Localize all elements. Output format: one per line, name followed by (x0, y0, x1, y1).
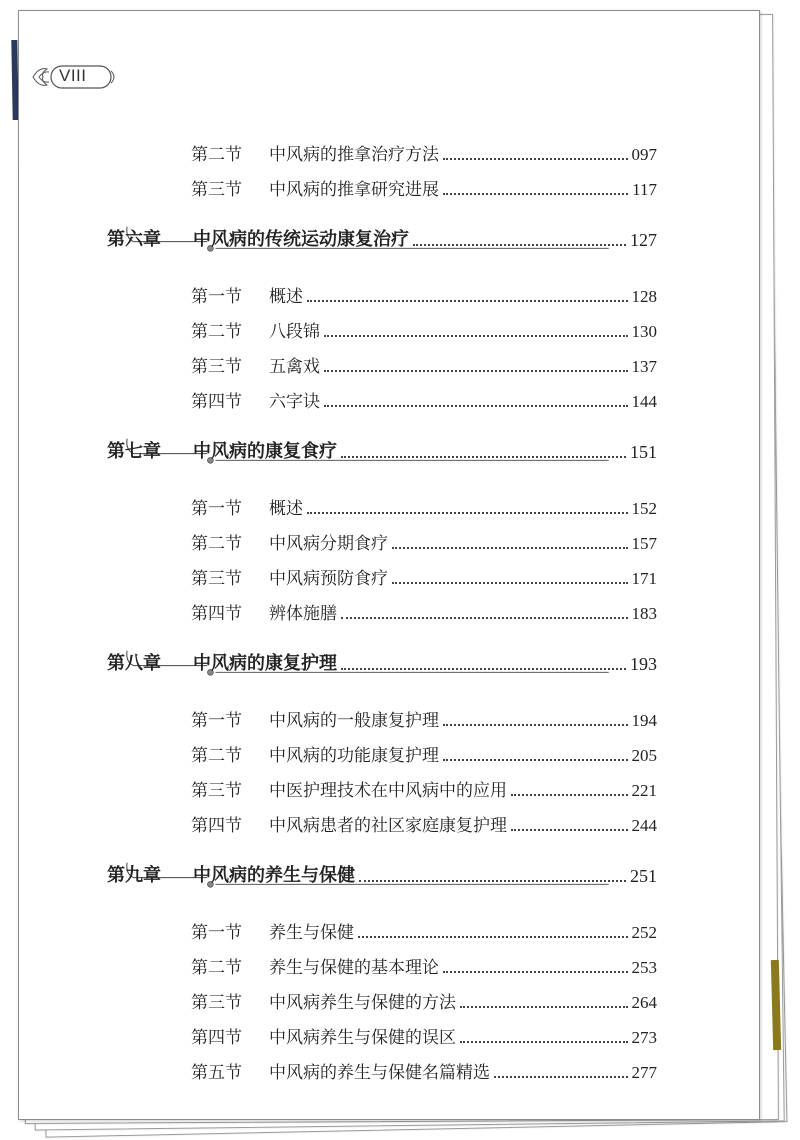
dot-leader (511, 828, 628, 831)
dot-leader (307, 511, 628, 514)
section-title: 中风病分期食疗 (269, 534, 388, 554)
section-title: 中风病患者的社区家庭康复护理 (269, 816, 507, 836)
section-number: 第二节 (191, 746, 242, 766)
section-number: 第三节 (191, 180, 242, 200)
toc-section-entry[interactable] (191, 386, 657, 412)
dot-leader (341, 616, 628, 619)
page-ref: 097 (631, 145, 657, 164)
dot-leader (511, 793, 628, 796)
section-title: 中风病的养生与保健名篇精选 (269, 1063, 490, 1083)
section-title: 六字诀 (269, 392, 320, 412)
section-number: 第二节 (191, 958, 242, 978)
page-ref: 277 (631, 1063, 657, 1082)
page-number-badge (29, 63, 119, 91)
dot-leader (341, 455, 626, 458)
section-title: 中风病的一般康复护理 (269, 711, 439, 731)
page-ref: 253 (631, 958, 657, 977)
page-ref: 273 (631, 1028, 657, 1047)
dot-leader (443, 723, 628, 726)
section-title: 概述 (269, 287, 303, 307)
dot-leader (324, 404, 628, 407)
section-title: 中风病的推拿研究进展 (269, 180, 439, 200)
page-ref: 183 (631, 604, 657, 623)
page-ref: 171 (631, 569, 657, 588)
toc-chapter-entry[interactable] (107, 223, 657, 251)
dot-leader (307, 299, 628, 302)
section-number: 第三节 (191, 993, 242, 1013)
dot-leader (392, 546, 628, 549)
dot-leader (443, 157, 628, 160)
section-number: 第四节 (191, 816, 242, 836)
dot-leader (494, 1075, 628, 1078)
page-ref: 221 (631, 781, 657, 800)
section-title: 中风病养生与保健的方法 (269, 993, 456, 1013)
page-ref: 252 (631, 923, 657, 942)
section-title: 概述 (269, 499, 303, 519)
dot-leader (443, 970, 628, 973)
section-title: 辨体施膳 (269, 604, 337, 624)
toc-chapter-entry[interactable] (107, 647, 657, 675)
page-ref: 127 (630, 230, 657, 250)
section-number: 第二节 (191, 145, 242, 165)
toc-section-entry[interactable] (191, 740, 657, 766)
section-number: 第五节 (191, 1063, 242, 1083)
dot-leader (358, 935, 628, 938)
page-ref: 264 (631, 993, 657, 1012)
section-number: 第一节 (191, 711, 242, 731)
section-title: 八段锦 (269, 322, 320, 342)
toc-section-entry[interactable] (191, 775, 657, 801)
chapter-title: 中风病的传统运动康复治疗 (193, 229, 409, 250)
page-ref: 157 (631, 534, 657, 553)
section-number: 第二节 (191, 322, 242, 342)
toc-page (18, 10, 760, 1120)
page-ref: 117 (632, 180, 657, 199)
toc-section-entry[interactable] (191, 705, 657, 731)
toc-section-entry[interactable] (191, 563, 657, 589)
section-title: 养生与保健的基本理论 (269, 958, 439, 978)
dot-leader (460, 1040, 628, 1043)
toc-section-entry[interactable] (191, 281, 657, 307)
page-ref: 137 (631, 357, 657, 376)
dot-leader (392, 581, 628, 584)
section-number: 第一节 (191, 287, 242, 307)
dot-leader (460, 1005, 628, 1008)
page-ref: 128 (631, 287, 657, 306)
toc-section-entry[interactable] (191, 174, 657, 200)
toc-section-entry[interactable] (191, 810, 657, 836)
section-number: 第四节 (191, 1028, 242, 1048)
section-number: 第三节 (191, 357, 242, 377)
toc-chapter-entry[interactable] (107, 435, 657, 463)
toc-section-entry[interactable] (191, 952, 657, 978)
section-title: 养生与保健 (269, 923, 354, 943)
section-title: 中风病养生与保健的误区 (269, 1028, 456, 1048)
section-number: 第三节 (191, 781, 242, 801)
section-number: 第二节 (191, 534, 242, 554)
dot-leader (359, 879, 626, 882)
section-title: 中风病的功能康复护理 (269, 746, 439, 766)
section-number: 第一节 (191, 499, 242, 519)
page-ref: 152 (631, 499, 657, 518)
toc-section-entry[interactable] (191, 351, 657, 377)
section-title: 中医护理技术在中风病中的应用 (269, 781, 507, 801)
dot-leader (341, 667, 626, 670)
section-number: 第四节 (191, 604, 242, 624)
toc-section-entry[interactable] (191, 528, 657, 554)
dot-leader (324, 334, 628, 337)
page-ref: 130 (631, 322, 657, 341)
page-ref: 194 (631, 711, 657, 730)
toc-section-entry[interactable] (191, 493, 657, 519)
toc-section-entry[interactable] (191, 316, 657, 342)
section-title: 中风病的推拿治疗方法 (269, 145, 439, 165)
chapter-number: 第八章 (107, 653, 161, 674)
page-ref: 205 (631, 746, 657, 765)
dot-leader (324, 369, 628, 372)
toc-chapter-entry[interactable] (107, 859, 657, 887)
toc-section-entry[interactable] (191, 987, 657, 1013)
chapter-number: 第七章 (107, 441, 161, 462)
toc-section-entry[interactable] (191, 917, 657, 943)
page-ref: 151 (630, 442, 657, 462)
toc-section-entry[interactable] (191, 139, 657, 165)
toc-section-entry[interactable] (191, 1022, 657, 1048)
chapter-number: 第六章 (107, 229, 161, 250)
dot-leader (443, 758, 628, 761)
page-ref: 144 (631, 392, 657, 411)
chapter-number: 第九章 (107, 865, 161, 886)
section-number: 第四节 (191, 392, 242, 412)
page-ref: 251 (630, 866, 657, 886)
page-number: VIII (59, 66, 87, 85)
dot-leader (413, 243, 626, 246)
section-title: 中风病预防食疗 (269, 569, 388, 589)
dot-leader (443, 192, 628, 195)
page-ref: 244 (631, 816, 657, 835)
section-number: 第三节 (191, 569, 242, 589)
section-number: 第一节 (191, 923, 242, 943)
toc-section-entry[interactable] (191, 598, 657, 624)
section-title: 五禽戏 (269, 357, 320, 377)
chapter-title: 中风病的养生与保健 (193, 865, 355, 886)
chapter-title: 中风病的康复护理 (193, 653, 337, 674)
chapter-title: 中风病的康复食疗 (193, 441, 337, 462)
toc-section-entry[interactable] (191, 1057, 657, 1083)
page-ref: 193 (630, 654, 657, 674)
